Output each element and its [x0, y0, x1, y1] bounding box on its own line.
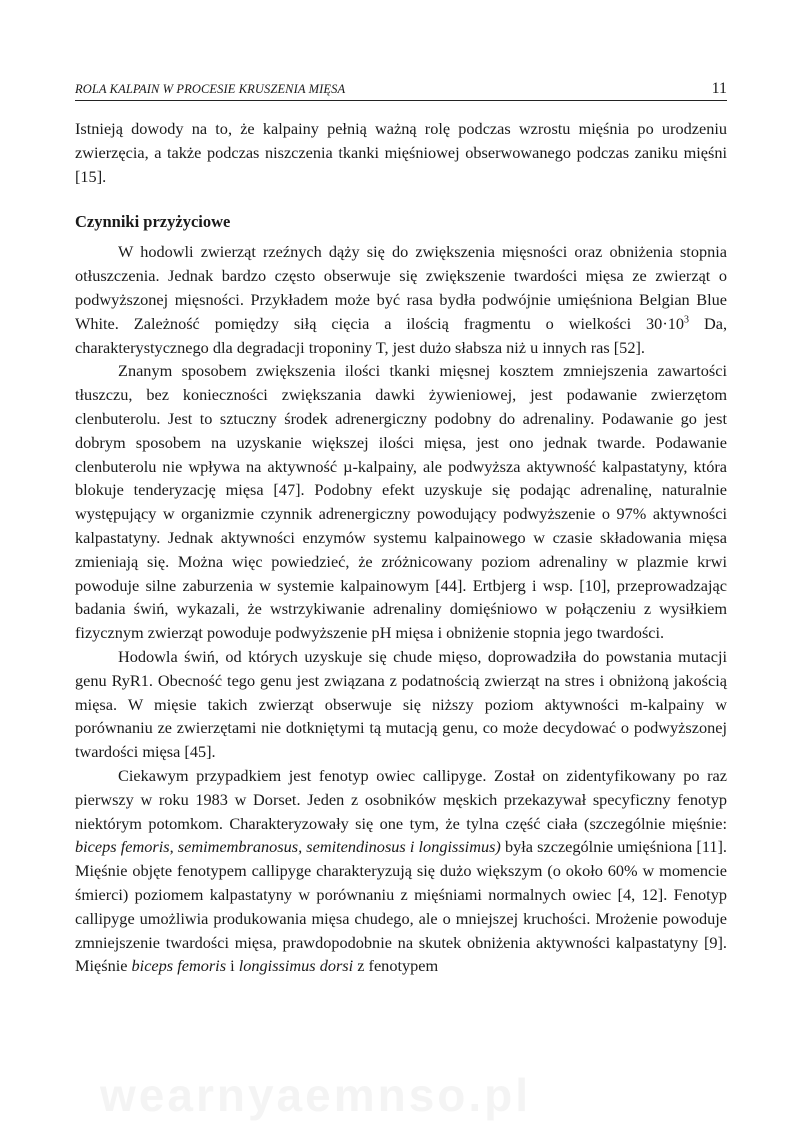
- muscle-name-biceps-italic: biceps femoris: [131, 956, 227, 976]
- paragraph-breeding: [75, 240, 727, 359]
- paragraph-pig-breeding: Hodowla świń, od których uzyskuje się chude mięso, doprowadziła do powstania mutacji genu RyR1. Obecność tego genu jest związana z podatnością zwierząt na stres i obniżoną jakością mięsa. W mięsie takich zwierząt obserwuje się niższy poziom aktywności m-kalpainy w porównaniu ze zwierzętami nie dotkniętymi tą mutacją genu, co może decydować o podwyższonej twardości mięsa [45].: [75, 646, 727, 762]
- paragraph-breeding-text-a: W hodowli zwierząt rzeźnych dąży się do zwiększenia mięsności oraz obniżenia stopnia otłuszczenia. Jednak bardzo często obserwuje się zwiększenie twardości mięsa ze zwierząt o podwyższonej mięsności. Przykładem może być rasa bydła podwójnie umięśniona Belgian Blue White. Zależność pomiędzy siłą cięcia a ilością fragmentu o wielkości 30·10: [75, 242, 727, 333]
- paragraph-callipyge: [75, 764, 727, 978]
- document-body: [75, 117, 727, 978]
- paragraph-intro: Istnieją dowody na to, że kalpainy pełnią ważną rolę podczas wzrostu mięśnia po urodzeniu zwierzęcia, a także podczas niszczenia tkanki mięśniowej obserwowanego podczas zaniku mięśni [15].: [75, 119, 727, 186]
- superscript-exponent: 3: [684, 314, 690, 326]
- muscle-name-longissimus-italic: longissimus dorsi: [238, 956, 354, 976]
- running-title: ROLA KALPAIN W PROCESIE KRUSZENIA MIĘSA: [75, 82, 346, 96]
- paragraph-callipyge-text-c: i: [226, 956, 239, 976]
- document-page: [75, 80, 727, 978]
- paragraph-breeding-text-b: Da, charakterystycznego dla degradacji troponiny T, jest dużo słabsza niż u innych ras [52].: [75, 313, 728, 357]
- paragraph-clenbuterol: Znanym sposobem zwiększenia ilości tkanki mięsnej kosztem zmniejszenia zawartości tłuszczu, bez konieczności zwiększania dawki żywieniowej, jest podawanie zwierzętom clenbuterolu. Jest to sztuczny środek adrenergiczny podobny do adrenaliny. Podawanie go jest dobrym sposobem na uzyskanie większej ilości mięsa, jest ono jednak twarde. Podawanie clenbuterolu nie wpływa na aktywność µ-kalpainy, ale podwyższa aktywność kalpastatyny, która blokuje tenderyzację mięsa [47]. Podobny efekt uzyskuje się podając adrenalinę, naturalnie występujący w organizmie czynnik adrenergiczny powodujący podwyższenie o 97% aktywności kalpastatyny. Jednak aktywności enzymów systemu kalpainowego w czasie składowania mięsa zmieniają się. Można więc powiedzieć, że zróżnicowany poziom adrenaliny w plazmie krwi powoduje silne zaburzenia w systemie kalpainowym [44]. Ertbjerg i wsp. [10], przeprowadzając badania świń, wykazali, że wstrzykiwanie adrenaliny domięśniowo w połączeniu z wysiłkiem fizycznym zwierząt powoduje podwyższenie pH mięsa i obniżenie stopnia jego twardości.: [75, 361, 727, 643]
- watermark: wearnyaemnso.pl: [100, 1069, 532, 1121]
- page-number: 11: [711, 80, 727, 97]
- section-heading: Czynniki przyżyciowe: [75, 212, 231, 232]
- muscle-names-italic: biceps femoris, semimembranosus, semitendinosus i longissimus): [75, 837, 501, 857]
- paragraph-callipyge-text-d: z fenotypem: [353, 956, 439, 976]
- paragraph-callipyge-text-a: Ciekawym przypadkiem jest fenotyp owiec callipyge. Został on zidentyfikowany po raz pierwszy w roku 1983 w Dorset. Jeden z osobników męskich przekazywał specyficzny fenotyp niektórym potomkom. Charakteryzowały się one tym, że tylna część ciała (szczególnie mięśnie:: [75, 765, 727, 833]
- paragraph-callipyge-text-b: była szczególnie umięśniona [11]. Mięśnie objęte fenotypem callipyge charakteryzują się dużo większym (o około 60% w momencie śmierci) poziomem kalpastatyny w porównaniu z mięśniami normalnych owiec [4, 12]. Fenotyp callipyge umożliwia produkowania mięsa chudego, ale o mniejszej kruchości. Mrożenie powoduje zmniejszenie twardości mięsa, prawdopodobnie na skutek obniżenia aktywności kalpastatyny [9]. Mięśnie: [75, 837, 727, 976]
- running-header: [75, 80, 727, 101]
